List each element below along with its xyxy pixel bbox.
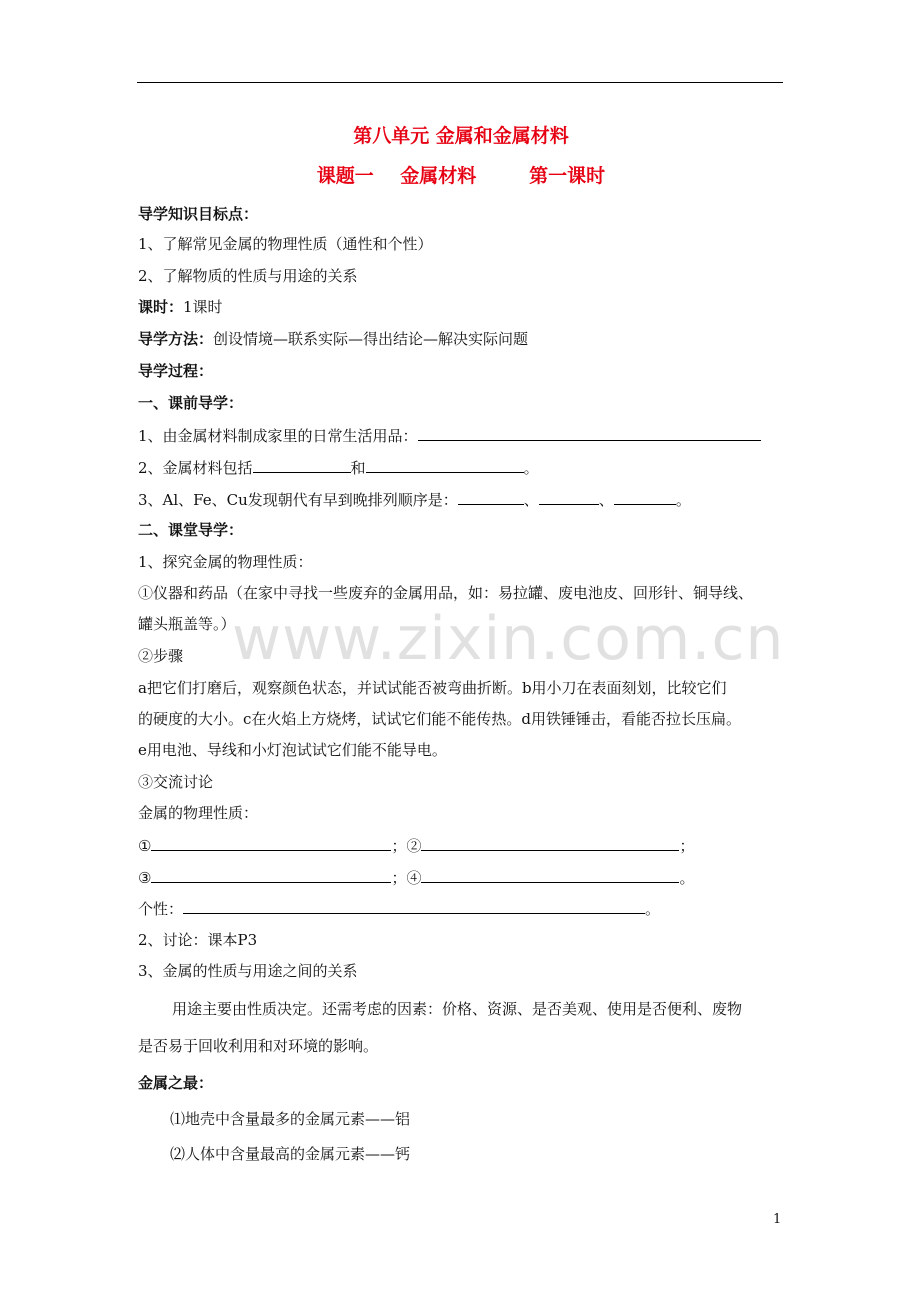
- answer-blank: [421, 867, 679, 883]
- marker-text: ③: [138, 869, 152, 887]
- process-heading: 导学过程：: [138, 362, 214, 380]
- answer-blank: [614, 489, 676, 505]
- discussion-item: 2、讨论：课本P3: [138, 931, 258, 949]
- question-text: 和: [350, 459, 366, 477]
- marker-text: 。: [679, 869, 695, 887]
- unit-title: 第八单元 金属和金属材料: [353, 125, 569, 147]
- answer-blank: [366, 457, 524, 473]
- answer-blank: [421, 835, 679, 851]
- objectives-heading: 导学知识目标点：: [138, 205, 259, 223]
- marker-text: ；: [679, 837, 695, 855]
- question-text: 2、金属材料包括: [138, 459, 253, 477]
- marker-text: ①: [138, 837, 152, 855]
- lesson-title: 课题一 金属材料 第一课时: [316, 165, 606, 187]
- pre-class-question-2: [138, 457, 539, 478]
- objective-item-1: 1、了解常见金属的物理性质（通性和个性）: [138, 235, 433, 253]
- superlative-item-2: ⑵人体中含量最高的金属元素——钙: [170, 1145, 411, 1163]
- objective-item-2: 2、了解物质的性质与用途的关系: [138, 267, 358, 285]
- explore-item: 1、探究金属的物理性质：: [138, 553, 313, 571]
- question-text: 。: [675, 491, 691, 509]
- watermark: www.zixin.com.cn: [232, 604, 785, 674]
- steps-heading: ②步骤: [138, 647, 184, 665]
- discuss-heading: ③交流讨论: [138, 773, 214, 791]
- answer-blank: [539, 489, 599, 505]
- individuality-line: [138, 898, 660, 919]
- steps-line-2: 的硬度的大小。c在火焰上方烧烤，试试它们能不能传热。d用铁锤锤击，看能否拉长压扁。: [138, 710, 742, 728]
- question-text: 。: [523, 459, 539, 477]
- steps-line-1: a把它们打磨后，观察颜色状态，并试试能否被弯曲折断。b用小刀在表面刻划，比较它们: [138, 679, 727, 697]
- marker-text: ；④: [391, 869, 422, 887]
- period-value: 1课时: [183, 298, 223, 316]
- steps-line-3: e用电池、导线和小灯泡试试它们能不能导电。: [138, 741, 447, 759]
- props-blank-row-2: [138, 867, 694, 888]
- question-text: 1、由金属材料制成家里的日常生活用品：: [138, 427, 418, 445]
- materials-line-2: 罐头瓶盖等。）: [138, 615, 236, 633]
- method-value: 创设情境—联系实际—得出结论—解决实际问题: [213, 330, 529, 348]
- pre-class-question-3: [138, 489, 691, 510]
- in-class-heading: 二、课堂导学：: [138, 521, 244, 539]
- answer-blank: [183, 898, 645, 914]
- pre-class-question-1: [138, 425, 761, 446]
- answer-blank: [458, 489, 524, 505]
- physical-props-label: 金属的物理性质：: [138, 804, 259, 822]
- props-blank-row-1: [138, 835, 694, 856]
- superlative-item-1: ⑴地壳中含量最多的金属元素——铝: [170, 1110, 411, 1128]
- question-text: 、: [598, 491, 614, 509]
- method-line: [138, 329, 528, 349]
- materials-line-1: ①仪器和药品（在家中寻找一些废弃的金属用品，如：易拉罐、废电池皮、回形针、铜导线、: [138, 584, 754, 602]
- page-number: 1: [773, 1212, 782, 1227]
- question-text: 、: [523, 491, 539, 509]
- header-rule: [137, 82, 783, 83]
- pre-class-heading: 一、课前导学：: [138, 394, 244, 412]
- answer-blank: [151, 835, 391, 851]
- marker-text: 。: [645, 900, 661, 918]
- superlatives-heading: 金属之最：: [138, 1074, 214, 1092]
- answer-blank: [253, 457, 351, 473]
- individuality-label: 个性：: [138, 900, 184, 918]
- period-label: 课时：: [138, 298, 184, 316]
- answer-blank: [151, 867, 391, 883]
- question-text: 3、Al、Fe、Cu发现朝代有早到晚排列顺序是：: [138, 491, 458, 509]
- usage-paragraph-line-1: 用途主要由性质决定。还需考虑的因素：价格、资源、是否美观、使用是否便利、废物: [172, 1000, 743, 1018]
- answer-blank: [418, 425, 761, 441]
- marker-text: ；②: [391, 837, 422, 855]
- usage-paragraph-line-2: 是否易于回收利用和对环境的影响。: [138, 1037, 379, 1055]
- period-line: [138, 297, 223, 317]
- method-label: 导学方法：: [138, 330, 214, 348]
- relation-item: 3、金属的性质与用途之间的关系: [138, 962, 358, 980]
